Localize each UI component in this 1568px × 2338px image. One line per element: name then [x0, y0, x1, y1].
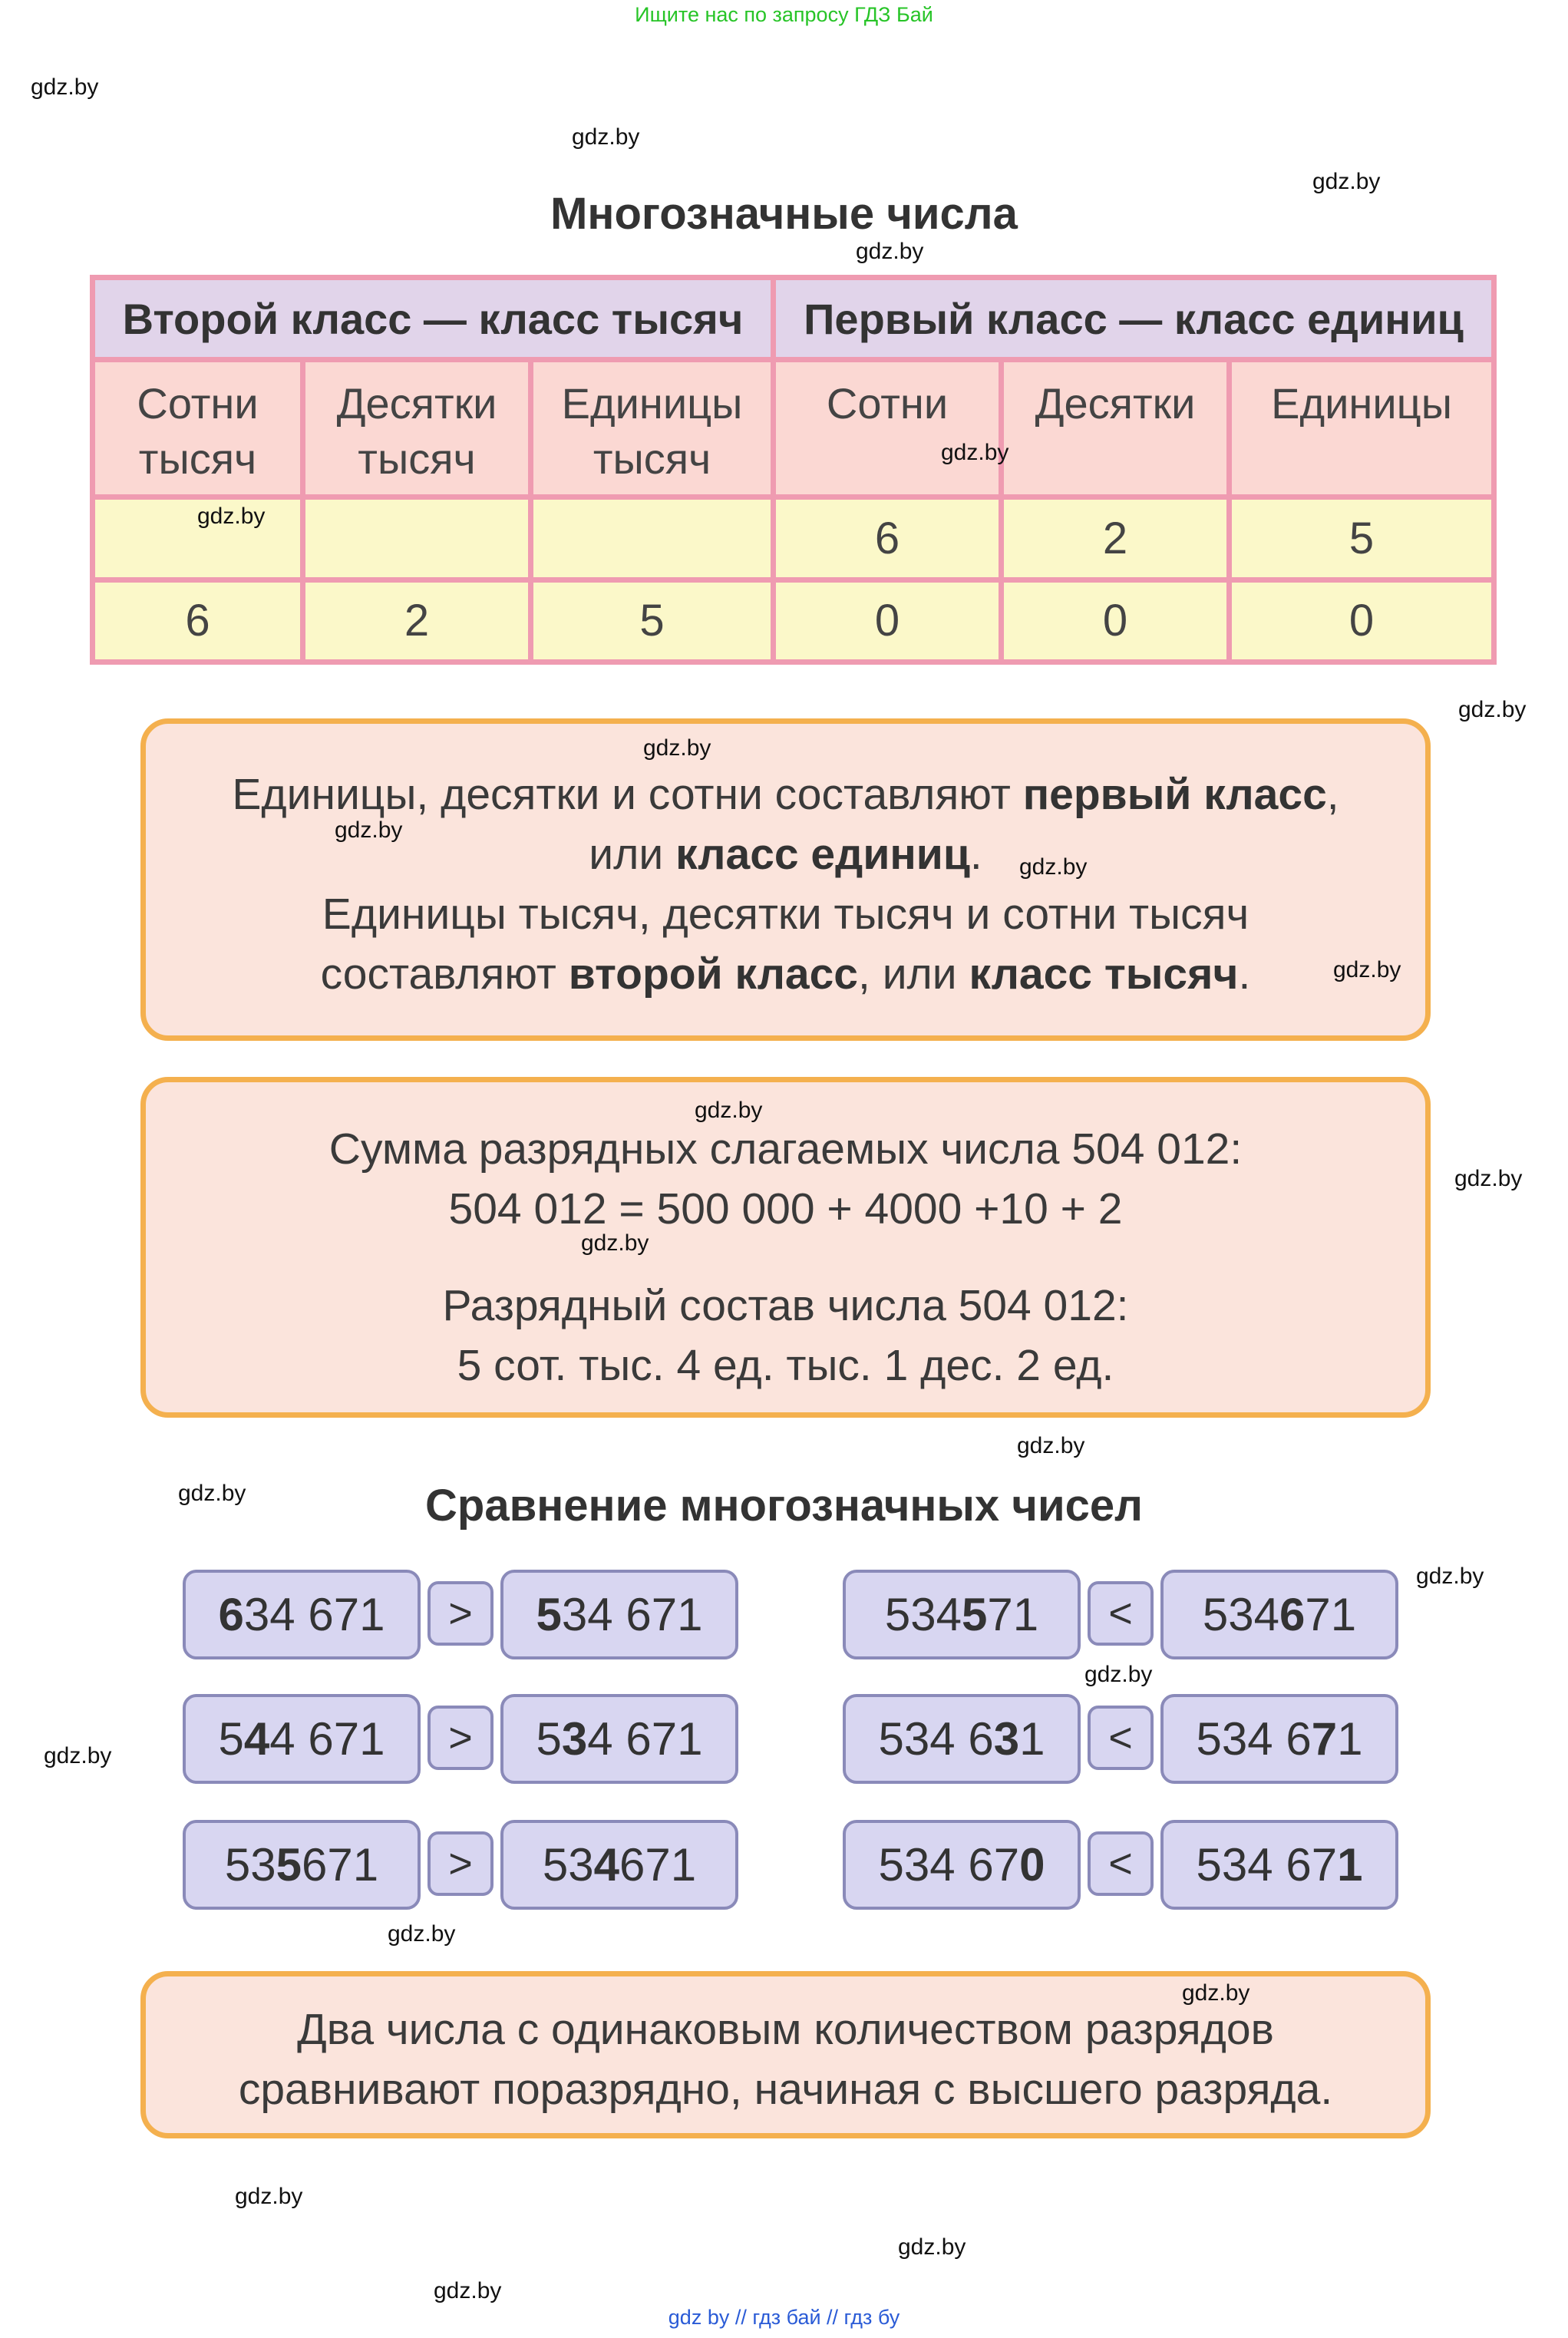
class-rule-box — [140, 718, 1431, 1041]
watermark: gdz.by — [1182, 1980, 1250, 2006]
watermark: gdz.by — [898, 2234, 966, 2260]
rule-line: или класс единиц. — [589, 830, 982, 879]
rank-header: Сотни тысяч — [93, 360, 303, 497]
watermark: gdz.by — [695, 1098, 763, 1123]
watermark: gdz.by — [1312, 169, 1381, 194]
watermark: gdz.by — [434, 2278, 502, 2303]
watermark: gdz.by — [643, 735, 711, 761]
compare-sign: > — [427, 1706, 494, 1770]
digit-sum-box — [140, 1077, 1431, 1418]
class-header-thousands: Второй класс — класс тысяч — [93, 278, 774, 360]
rank-header: Единицы тысяч — [531, 360, 774, 497]
table-row — [93, 497, 1494, 580]
rule-line: Единицы тысяч, десятки тысяч и сотни тысяч — [322, 890, 1249, 939]
table-cell: 6 — [774, 497, 1002, 580]
number-box: 5 4 4 671 — [183, 1694, 421, 1784]
watermark: gdz.by — [572, 124, 640, 150]
watermark: gdz.by — [335, 817, 403, 843]
page-title: Многозначные числа — [550, 189, 1018, 239]
watermark: gdz.by — [235, 2184, 303, 2209]
watermark: gdz.by — [1084, 1662, 1153, 1687]
watermark: gdz.by — [1458, 697, 1527, 722]
rank-header: Сотни — [774, 360, 1002, 497]
number-box: 534 67 0 — [843, 1820, 1081, 1910]
watermark: gdz.by — [1017, 1433, 1085, 1458]
watermark: gdz.by — [941, 440, 1009, 465]
table-cell: 6 — [93, 580, 303, 662]
watermark: gdz.by — [388, 1921, 456, 1947]
rule-line: сравнивают поразрядно, начиная с высшего разряда. — [238, 2065, 1333, 2114]
table-cell — [531, 497, 774, 580]
number-box: 534 6 3 1 — [843, 1694, 1081, 1784]
table-cell: 2 — [1002, 497, 1230, 580]
table-cell: 2 — [303, 580, 531, 662]
composition-value: 5 сот. тыс. 4 ед. тыс. 1 дес. 2 ед. — [457, 1341, 1114, 1390]
rule-line: Два числа с одинаковым количеством разрядов — [297, 2005, 1274, 2054]
rank-header: Единицы — [1230, 360, 1494, 497]
table-cell: 0 — [774, 580, 1002, 662]
number-box: 6 34 671 — [183, 1570, 421, 1659]
watermark: gdz.by — [197, 504, 266, 529]
footer-links[interactable]: gdz by // гдз бай // гдз бу — [668, 2306, 900, 2329]
compare-sign: < — [1088, 1831, 1154, 1896]
class-header-units: Первый класс — класс единиц — [774, 278, 1494, 360]
rule-line: составляют второй класс, или класс тысяч. — [320, 949, 1251, 999]
class-table — [90, 275, 1497, 665]
rank-header: Десятки тысяч — [303, 360, 531, 497]
top-banner[interactable]: Ищите нас по запросу ГДЗ Бай — [635, 3, 933, 26]
watermark: gdz.by — [856, 239, 924, 264]
compare-sign: < — [1088, 1581, 1154, 1646]
number-box: 534 5 71 — [843, 1570, 1081, 1659]
number-box: 534 6 7 1 — [1160, 1694, 1398, 1784]
number-box: 53 5 671 — [183, 1820, 421, 1910]
watermark: gdz.by — [178, 1481, 246, 1506]
table-row — [93, 580, 1494, 662]
table-cell: 0 — [1002, 580, 1230, 662]
composition-title: Разрядный состав числа 504 012: — [442, 1281, 1129, 1330]
number-box: 53 4 671 — [500, 1820, 738, 1910]
watermark: gdz.by — [1019, 854, 1088, 880]
watermark: gdz.by — [31, 74, 99, 100]
rank-header: Десятки — [1002, 360, 1230, 497]
number-box: 5 3 4 671 — [500, 1694, 738, 1784]
compare-sign: > — [427, 1581, 494, 1646]
table-cell — [303, 497, 531, 580]
compare-title: Сравнение многозначных чисел — [425, 1481, 1143, 1531]
watermark: gdz.by — [1333, 957, 1401, 982]
table-cell: 5 — [531, 580, 774, 662]
rule-line: Единицы, десятки и сотни составляют первый класс, — [232, 770, 1339, 819]
sum-title: Сумма разрядных слагаемых числа 504 012: — [328, 1124, 1243, 1174]
watermark: gdz.by — [1416, 1564, 1484, 1589]
watermark: gdz.by — [44, 1743, 112, 1768]
sum-equation: 504 012 = 500 000 + 4000 +10 + 2 — [448, 1184, 1123, 1233]
watermark: gdz.by — [1454, 1166, 1523, 1191]
number-box: 534 67 1 — [1160, 1820, 1398, 1910]
table-cell: 5 — [1230, 497, 1494, 580]
number-box: 5 34 671 — [500, 1570, 738, 1659]
compare-sign: > — [427, 1831, 494, 1896]
compare-sign: < — [1088, 1706, 1154, 1770]
number-box: 534 6 71 — [1160, 1570, 1398, 1659]
table-cell: 0 — [1230, 580, 1494, 662]
watermark: gdz.by — [581, 1230, 649, 1256]
